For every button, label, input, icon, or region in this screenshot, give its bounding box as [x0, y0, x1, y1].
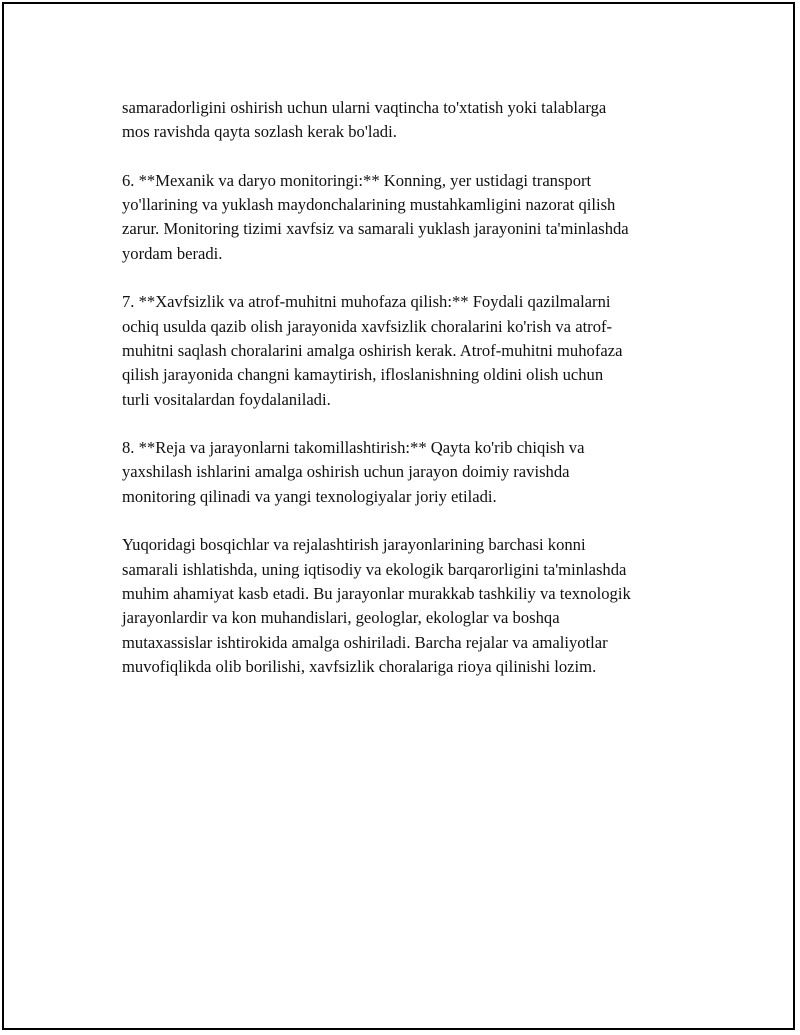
paragraph-conclusion: Yuqoridagi bosqichlar va rejalashtirish jarayonlarining barchasi konni samarali ishlatishda, uning iqtisodiy va ekologik barqarorligini ta'minlashda muhim ahamiyat kasb etadi. Bu jarayonlar murakkab tashkiliy va texnologik jarayonlardir va kon muhandislari, geologlar, ekologlar va boshqa mutaxassislar ishtirokida amalga oshiriladi. Barcha rejalar va amaliyotlar muvofiqlikda olib borilishi, xavfsizlik choralariga rioya qilinishi lozim. — [122, 535, 631, 676]
paragraph-item-8-improvement: 8. **Reja va jarayonlarni takomillashtirish:** Qayta ko'rib chiqish va yaxshilash ishlarini amalga oshirish uchun jarayon doimiy ravishda monitoring qilinadi va yangi texnologiyalar joriy etiladi. — [122, 438, 585, 506]
paragraph-item-7-safety: 7. **Xavfsizlik va atrof-muhitni muhofaza qilish:** Foydali qazilmalarni ochiq usulda qazib olish jarayonida xavfsizlik choralarini ko'rish va atrof- muhitni saqlash choralarini amalga oshirish kerak. Atrof-muhitni muhofaza qilish jarayonida changni kamaytirish, ifloslanishning oldini olish uchun turli vositalardan foydalaniladi. — [122, 292, 623, 409]
document-body — [122, 96, 702, 703]
paragraph-item-6-monitoring: 6. **Mexanik va daryo monitoringi:** Konning, yer ustidagi transport yo'llarining va yuklash maydonchalarining mustahkamligini nazorat qilish zarur. Monitoring tizimi xavfsiz va samarali yuklash jarayonini ta'minlashda yordam beradi. — [122, 170, 629, 263]
document-page — [2, 2, 795, 1030]
paragraph-continuation: samaradorligini oshirish uchun ularni vaqtincha to'xtatish yoki talablarga mos ravishda qayta sozlash kerak bo'ladi. — [122, 98, 607, 142]
